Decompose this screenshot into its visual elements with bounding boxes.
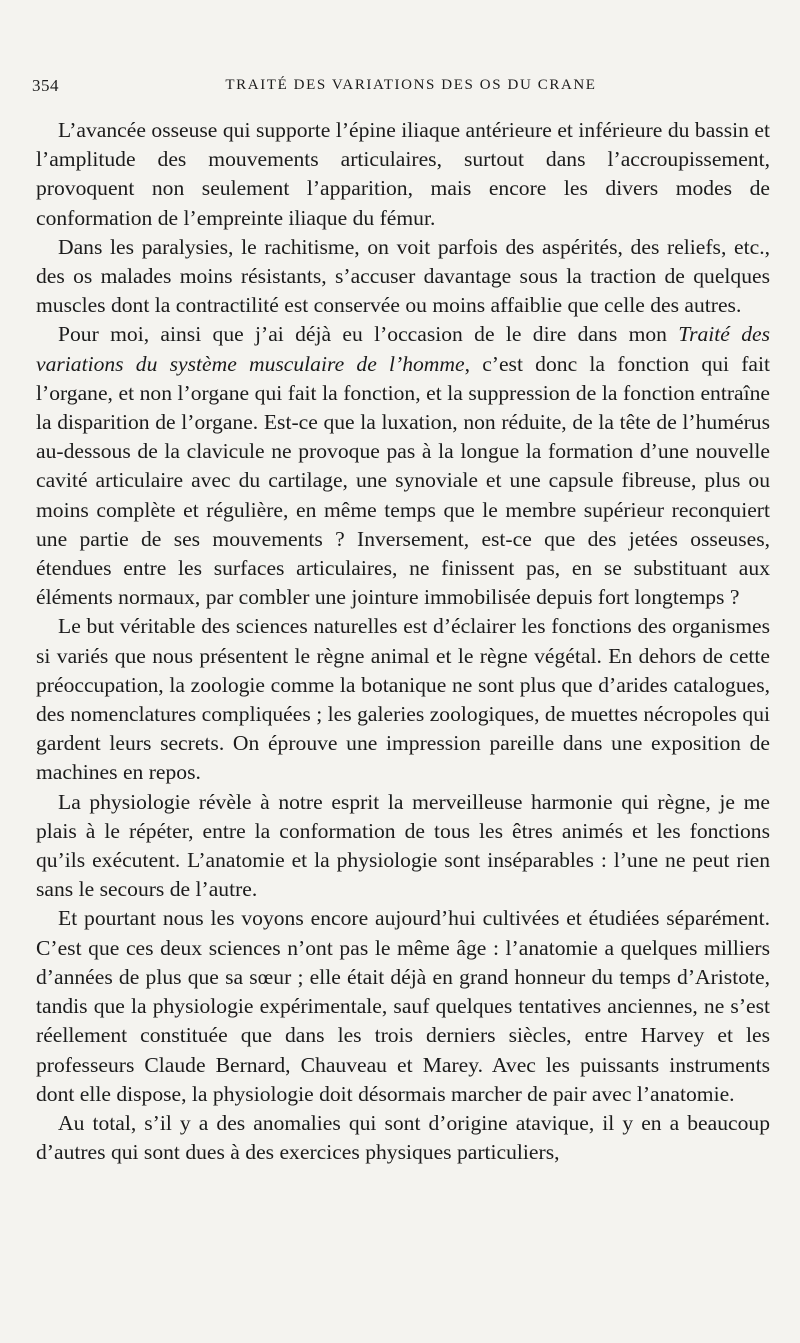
- body-text: [36, 116, 770, 1167]
- paragraph-3-text-before: Pour moi, ainsi que j’ai déjà eu l’occasion de le dire dans mon: [58, 322, 679, 347]
- running-title: TRAITÉ DES VARIATIONS DES OS DU CRANE: [225, 77, 597, 93]
- paragraph-3-text-after: , c’est donc la fonction qui fait l’organe, et non l’organe qui fait la fonction, et la suppression de la fonction entraîne la disparition de l’organe. Est-ce que la luxation, non réduite, de la tête de l’humérus au-dessous de la clavicule ne provoque pas à la longue la formation d’une nouvelle cavité articulaire avec du cartilage, une synoviale et une capsule fibreuse, plus ou moins complète et régulière, en même temps que le membre supérieur reconquiert une partie de ses mouvements ? Inversement, est-ce que des jetées osseuses, étendues entre les surfaces articulaires, ne finissent pas, en se substituant aux éléments normaux, par combler une jointure immobilisée depuis fort longtemps ?: [36, 351, 770, 610]
- paragraph-7: Au total, s’il y a des anomalies qui sont d’origine atavique, il y en a beaucoup d’autres qui sont dues à des exercices physiques particuliers,: [36, 1110, 770, 1165]
- paragraph-1: L’avancée osseuse qui supporte l’épine iliaque antérieure et inférieure du bassin et l’amplitude des mouvements articulaires, surtout dans l’accroupissement, provoquent non seulement l’apparition, mais encore les divers modes de conformation de l’empreinte iliaque du fémur.: [36, 118, 770, 230]
- book-title-reference: Traité des variations du système musculaire de l’homme: [36, 322, 770, 376]
- paragraph-2: Dans les paralysies, le rachitisme, on voit parfois des aspérités, des reliefs, etc., des os malades moins résistants, s’accuser davantage sous la traction de quelques muscles dont la contractilité est conservée ou moins affaiblie que celle des autres.: [36, 234, 770, 318]
- paragraph-3: [36, 320, 770, 612]
- paragraph-5: La physiologie révèle à notre esprit la merveilleuse harmonie qui règne, je me plais à le répéter, entre la conformation de tous les êtres animés et les fonctions qu’ils exécutent. L’anatomie et la physiologie sont inséparables : l’une ne peut rien sans le secours de l’autre.: [36, 789, 770, 902]
- paragraph-4: Le but véritable des sciences naturelles est d’éclairer les fonctions des organismes si variés que nous présentent le règne animal et le règne végétal. En dehors de cette préoccupation, la zoologie comme la botanique ne sont plus que d’arides catalogues, des nomenclatures compliquées ; les galeries zoologiques, de muettes nécropoles qui gardent leurs secrets. On éprouve une impression pareille dans une exposition de machines en repos.: [36, 614, 770, 785]
- page-number: 354: [32, 76, 59, 95]
- paragraph-6: Et pourtant nous les voyons encore aujourd’hui cultivées et étudiées séparément. C’est que ces deux sciences n’ont pas le même âge : l’anatomie a quelques milliers d’années de plus que sa sœur ; elle était déjà en grand honneur du temps d’Aristote, tandis que la physiologie expérimentale, sauf quelques tentatives anciennes, ne s’est réellement constituée que dans les trois derniers siècles, entre Harvey et les professeurs Claude Bernard, Chauveau et Marey. Avec les puissants instruments dont elle dispose, la physiologie doit désormais marcher de pair avec l’anatomie.: [36, 906, 770, 1106]
- running-head: [32, 76, 770, 98]
